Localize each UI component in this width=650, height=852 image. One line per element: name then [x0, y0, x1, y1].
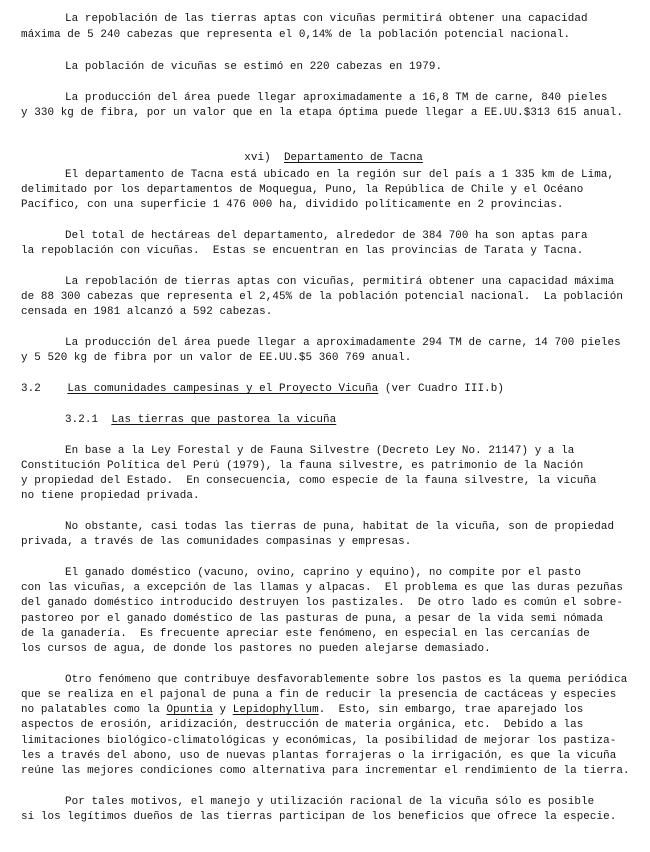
text-line: El ganado doméstico (vacuno, ovino, caprino y equino), no compite por el pasto — [65, 567, 582, 579]
text-line: si los legítimos dueños de las tierras participan de los beneficios que ofrece la especie. — [21, 811, 617, 823]
text-line: La producción del área puede llegar aproximadamente a 16,8 TM de carne, 840 pieles — [65, 92, 608, 104]
text-fragment: y — [212, 704, 233, 716]
text-line: privada, a través de las comunidades compasinas y empresas. — [21, 536, 412, 548]
text-line: máxima de 5 240 cabezas que representa el 0,14% de la población potencial nacional. — [21, 29, 571, 41]
text-line: No obstante, casi todas las tierras de puna, habitat de la vicuña, son de propiedad — [65, 521, 615, 533]
text-line: pastoreo por el ganado doméstico de las pasturas de puna, a pesar de la vida semi nómada — [21, 613, 604, 625]
text-line: la repoblación con vicuñas. Estas se encuentran en las provincias de Tarata y Tacna. — [21, 245, 584, 257]
section-title: Las comunidades campesinas y el Proyecto Vicuña — [67, 383, 379, 395]
text-line: no tiene propiedad privada. — [21, 490, 200, 502]
text-line: que se realiza en el pajonal de puna a fin de reducir la presencia de cactáceas y especies — [21, 689, 617, 701]
text-line: y 5 520 kg de fibra por un valor de EE.UU.$5 360 769 anual. — [21, 352, 412, 364]
text-line: reúne las mejores condiciones como alternativa para incrementar el rendimiento de la tierra. — [21, 765, 630, 777]
section-reference: (ver Cuadro III.b) — [378, 383, 504, 395]
species-name: Lepidophyllum — [232, 704, 319, 716]
text-line: los cursos de agua, de donde los pastores no pueden alejarse demasiado. — [21, 643, 491, 655]
text-line: y propiedad del Estado. En consecuencia, como especie de la fauna silvestre, la vicuña — [21, 475, 597, 487]
section-heading-3-2 — [21, 382, 504, 396]
text-line: y 330 kg de fibra, por un valor que en la etapa óptima puede llegar a EE.UU.$313 615 anual. — [21, 107, 624, 119]
text-line: La repoblación de tierras aptas con vicuñas, permitirá obtener una capacidad máxima — [65, 276, 615, 288]
text-line: Pacífico, con una superficie 1 476 000 ha, dividido políticamente en 2 provincias. — [21, 199, 564, 211]
text-line: de 88 300 cabezas que representa el 2,45% de la población potencial nacional. La población — [21, 291, 624, 303]
heading-title: Departamento de Tacna — [283, 152, 423, 164]
section-number: 3.2 — [21, 383, 41, 395]
text-line: La población de vicuñas se estimó en 220 cabezas en 1979. — [65, 61, 443, 73]
text-line: Constitución Política del Perú (1979), la fauna silvestre, es patrimonio de la Nación — [21, 460, 584, 472]
text-fragment: no palatables como la — [21, 704, 167, 716]
text-line: En base a la Ley Forestal y de Fauna Silvestre (Decreto Ley No. 21147) y a la — [65, 445, 575, 457]
section-heading-3-2-1 — [65, 413, 336, 427]
text-line: censada en 1981 alcanzó a 592 cabezas. — [21, 306, 273, 318]
text-line: La repoblación de las tierras aptas con vicuñas permitirá obtener una capacidad — [65, 13, 588, 25]
text-fragment: . Esto, sin embargo, trae aparejado los — [318, 704, 584, 716]
text-line: limitaciones biológico-climatológicas y económicas, la posibilidad de mejorar los pastiza- — [21, 735, 617, 747]
text-line: aspectos de erosión, aridización, destrucción de materia orgánica, etc. Debido a las — [21, 719, 584, 731]
text-line: con las vicuñas, a excepción de las llamas y alpacas. El problema es que las duras pezuñas — [21, 582, 624, 594]
text-line: Por tales motivos, el manejo y utilización racional de la vicuña sólo es posible — [65, 796, 595, 808]
text-line: del ganado doméstico introducido destruyen los pastizales. De otro lado es común el sobre- — [21, 597, 624, 609]
text-line: El departamento de Tacna está ubicado en la región sur del país a 1 335 km de Lima, — [65, 169, 615, 181]
text-line: de la ganadería. Es frecuente apreciar este fenómeno, en especial en las cercanías de — [21, 628, 590, 640]
text-line: La producción del área puede llegar a aproximadamente 294 TM de carne, 14 700 pieles — [65, 337, 621, 349]
text-line: delimitado por los departamentos de Moquegua, Puno, la República de Chile y el Océano — [21, 184, 584, 196]
text-line: les a través del abono, uso de nuevas plantas forrajeras o la irrigación, es que la vicuña — [21, 750, 617, 762]
text-line: Del total de hectáreas del departamento, alrededor de 384 700 ha son aptas para — [65, 230, 588, 242]
section-title: Las tierras que pastorea la vicuña — [111, 414, 337, 426]
text-line: Otro fenómeno que contribuye desfavorablemente sobre los pastos es la quema periódica — [65, 674, 628, 686]
species-name: Opuntia — [166, 704, 213, 716]
heading-number: xvi) — [244, 152, 271, 164]
section-number: 3.2.1 — [65, 414, 99, 426]
section-heading-tacna — [231, 137, 423, 165]
text-line — [21, 703, 583, 717]
